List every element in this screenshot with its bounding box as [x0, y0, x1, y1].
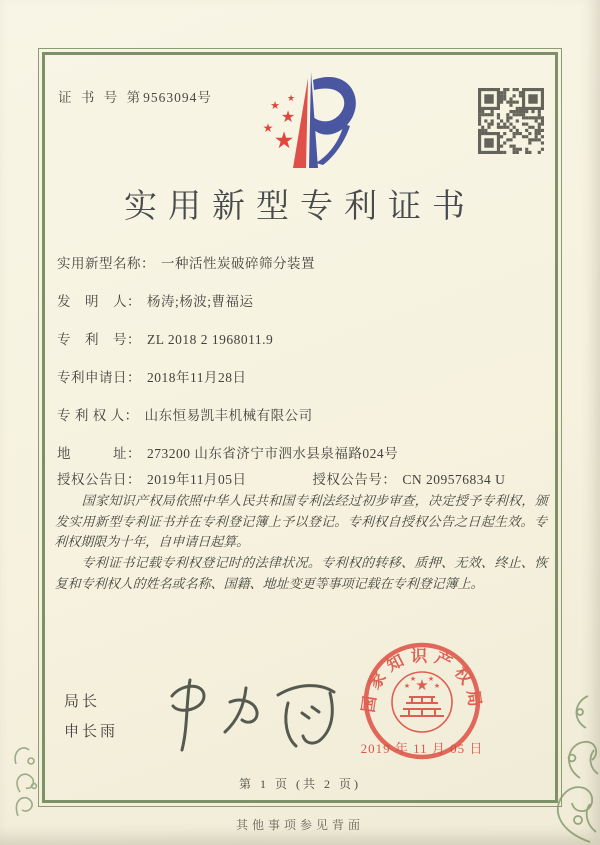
svg-text:★: ★ [427, 675, 435, 683]
field-row-address [57, 442, 398, 462]
cnipa-logo-icon [246, 68, 364, 172]
field-row-grant [57, 468, 505, 488]
svg-text:★: ★ [433, 682, 441, 690]
svg-text:★: ★ [286, 94, 296, 104]
field-value: 2018年11月28日 [147, 370, 247, 385]
field-row-patent-number [57, 328, 273, 348]
field-label: 地 址： [57, 446, 141, 461]
field-label: 专 利 权 人： [57, 408, 139, 423]
field-value: 一种活性炭破碎筛分装置 [161, 256, 315, 271]
svg-text:★: ★ [270, 99, 280, 112]
field-row-patentee [57, 404, 313, 424]
seal-ring-text: 国家知识产权局 [358, 646, 486, 714]
svg-text:★: ★ [262, 121, 274, 135]
field-value: 山东恒易凯丰机械有限公司 [144, 408, 313, 423]
grant-date: 授权公告日： 2019年11月05日 [57, 472, 247, 487]
svg-text:★: ★ [273, 128, 295, 154]
field-row-filing-date [57, 366, 247, 386]
field-value: ZL 2018 2 1968011.9 [147, 332, 274, 347]
svg-text:★: ★ [403, 682, 411, 690]
certificate-number-prefix: 证 书 号 第 [58, 90, 144, 105]
field-label: 发 明 人： [57, 294, 141, 309]
field-value: 273200 山东省济宁市泗水县泉福路024号 [147, 446, 399, 461]
director-title: 局长 [64, 693, 101, 710]
qr-code [478, 88, 544, 154]
certificate-number [58, 86, 214, 106]
certificate-number-value: 9563094 [143, 90, 198, 105]
field-label: 专利申请日： [57, 370, 141, 385]
seal-date: 2019 年 11 月 05 日 [360, 741, 484, 756]
page-number: 第 1 页 (共 2 页) [239, 777, 361, 791]
field-label: 专 利 号： [57, 332, 141, 347]
certificate-title: 实用新型专利证书 [124, 189, 476, 225]
field-row-name [57, 252, 315, 272]
svg-text:★: ★ [415, 676, 429, 694]
field-value: 杨涛;杨波;曹福运 [147, 294, 254, 309]
director-signature [158, 668, 363, 763]
svg-text:★: ★ [280, 107, 296, 126]
body-paragraph: 专利证书记载专利权登记时的法律状况。专利权的转移、质押、无效、终止、恢复和专利权人的姓名或名称、国籍、地址变更等事项记载在专利登记簿上。 [54, 554, 548, 590]
svg-text:★: ★ [409, 675, 417, 683]
back-note: 其他事项参见背面 [235, 818, 364, 832]
director-name: 申长雨 [64, 723, 119, 740]
grant-number: 授权公告号： CN 209576834 U [312, 472, 506, 487]
body-paragraph: 国家知识产权局依照中华人民共和国专利法经过初步审查，决定授予专利权，颁发实用新型专利证书并在专利登记簿上予以登记。专利权自授权公告之日起生效。专利权期限为十年，自申请日起算。 [54, 493, 549, 549]
legal-text [55, 491, 547, 594]
certificate-number-suffix: 号 [197, 90, 214, 105]
field-label: 实用新型名称： [57, 256, 155, 271]
national-emblem-icon [392, 672, 452, 732]
field-row-inventors [57, 290, 254, 310]
